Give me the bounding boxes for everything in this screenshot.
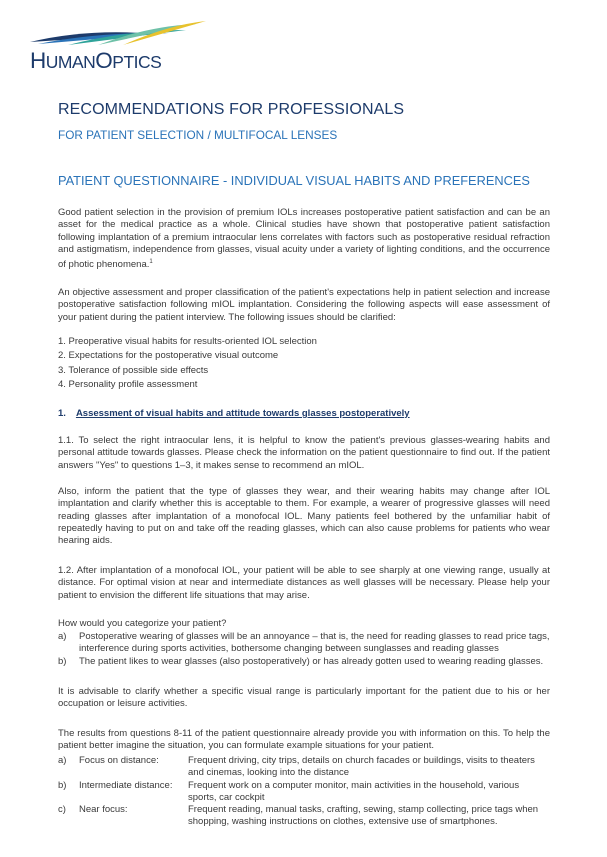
issues-list: [58, 335, 317, 392]
paragraph-clarify: It is advisable to clarify whether a specific visual range is particularly important for the patient due to his or her occupation or leisure activities.: [58, 686, 550, 710]
list-item: c) Near focus: Frequent reading, manual tasks, crafting, sewing, stamp collecting, price tags when shopping, washing instructions on clothes, extensive use of smartphones.: [58, 804, 539, 828]
paragraph-also: Also, inform the patient that the type of glasses they wear, and their wearing habits may change after IOL implantation and clarify whether this is acceptable to them. For example, a wearer of progressive glasses will need reading glasses after implantation of a monofocal IOL. Many patients feel bothered by the unfamiliar habit of repeatedly having to put on and take off the reading glasses, which can also cause problems for patients who wear hearing aids.: [58, 486, 550, 547]
paragraph-1-1: 1.1. To select the right intraocular lens, it is helpful to know the patient's previous glasses-wearing habits and personal attitude towards glasses. Please check the information on the patient questionnaire to find out. If the patient answers "Yes" to questions 1–3, it makes sense to recommend an mIOL.: [58, 435, 550, 471]
list-item: 4. Personality profile assessment: [58, 378, 198, 390]
section-title: PATIENT QUESTIONNAIRE - INDIVIDUAL VISUAL HABITS AND PREFERENCES: [58, 173, 530, 188]
category-list: [58, 631, 550, 668]
paragraph-1-2: 1.2. After implantation of a monofocal IOL, your patient will be able to see sharply at one viewing range, usually at distance. For optimal vision at near and intermediate distances as well glasses will be necessary. Please help your patient to envision the different life situations that may arise.: [58, 565, 550, 601]
page-title: RECOMMENDATIONS FOR PROFESSIONALS: [58, 101, 405, 118]
page-subtitle: FOR PATIENT SELECTION / MULTIFOCAL LENSES: [58, 128, 338, 142]
list-item: a) Postoperative wearing of glasses will be an annoyance – that is, the need for reading glasses to read price tags, interference during sports activities, bothersome changing between sunglasses and reading glasses: [58, 631, 550, 655]
intro-paragraph-1: Good patient selection in the provision of premium IOLs increases postoperative patient satisfaction and can be an asset for the medical practice as a whole. Clinical studies have shown that postoperative patient satisfaction following implantation of a premium intraocular lens correlates with factors such as postoperative residual refraction and astigmatism, independence from glasses, visual acuity under a variety of lighting conditions, and the occurrence of photic phenomena.$^1$: [58, 207, 550, 271]
list-item: b) The patient likes to wear glasses (also postoperatively) or has already gotten used to wearing reading glasses.: [58, 655, 544, 667]
heading-visual-habits: 1. Assessment of visual habits and attitude towards glasses postoperatively: [58, 408, 410, 419]
list-item: 3. Tolerance of possible side effects: [58, 364, 209, 376]
intro-paragraph-2: An objective assessment and proper classification of the patient's expectations help in patient selection and increase postoperative satisfaction following mIOL implantation. Considering the following aspects will ease assessment of your patient during the patient interview. The following issues should be clarified:: [58, 287, 550, 323]
list-item: 2. Expectations for the postoperative visual outcome: [58, 350, 279, 362]
logo-wordmark: HUMANOPTICS: [30, 48, 162, 73]
paragraph-results: The results from questions 8-11 of the patient questionnaire already provide you with information on this. To help the patient better imagine the situation, you can formulate example situations for your patient.: [58, 728, 550, 752]
categorize-question: How would you categorize your patient?: [58, 618, 227, 629]
list-item: 1. Preoperative visual habits for results-oriented IOL selection: [58, 336, 317, 347]
list-item: a) Focus on distance: Frequent driving, city trips, details on church facades or buildings, visits to theaters and cinemas, looking into the distance: [58, 755, 535, 779]
list-item: b) Intermediate distance: Frequent work on a computer monitor, main activities in the household, various sports, car cockpit: [58, 779, 520, 803]
focus-list: [58, 755, 550, 829]
humanoptics-logo: [28, 20, 213, 80]
